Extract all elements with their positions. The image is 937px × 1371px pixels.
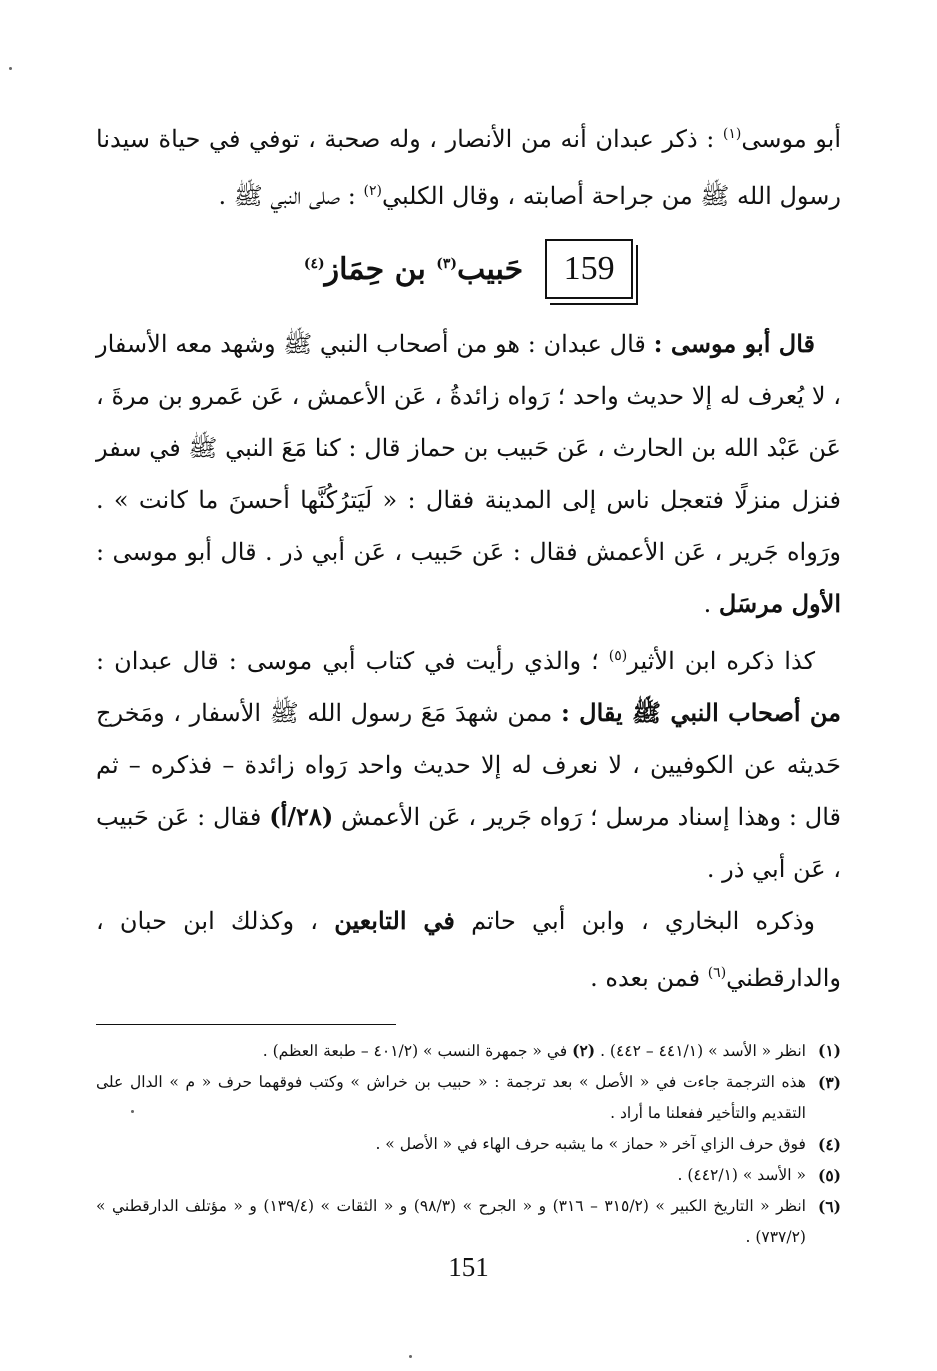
footnote-text: انظر « التاريخ الكبير » (٣١٥/٢ – ٣١٦) و « الجرح » (٩٨/٣) و « الثقات » (١٣٩/٤) و « مؤتلف الدارقطني » (٧٣٧/٢) .: [96, 1197, 806, 1246]
footnote-ref-3: (٣): [436, 255, 458, 272]
entry-name-b: بن حِمَاز: [324, 251, 437, 287]
scan-speck: [131, 1110, 134, 1113]
intro-paragraph: [96, 108, 841, 222]
paragraph-2-b: ؛ والذي رأيت في كتاب أبي موسى : قال عبدان :: [96, 647, 609, 675]
entry-name-a: حَبيب: [457, 251, 524, 287]
paragraph-1-conclusion: الأول مرسَل: [718, 589, 841, 618]
footnote-number: (٤): [817, 1135, 841, 1154]
footnote-1-text: انظر « الأسد » (٤٤١/١ – ٤٤٢) .: [600, 1042, 806, 1060]
footnote-divider: [96, 1024, 396, 1025]
footnote-text: « الأسد » (٤٤٢/١) .: [677, 1166, 806, 1184]
paragraph-2-a: كذا ذكره ابن الأثير: [627, 647, 815, 675]
footnote-2-text: في « جمهرة النسب » (٤٠١/٢ – طبعة العظم) .: [262, 1042, 568, 1060]
footnote-number: (١): [817, 1041, 841, 1060]
page-body: [96, 108, 841, 1253]
paragraph-1-lead: قال أبو موسى :: [653, 329, 815, 358]
page-number: 151: [448, 1252, 489, 1282]
entry-header: [96, 232, 841, 306]
paragraph-3: [96, 895, 841, 1004]
footnote-3: [96, 1067, 841, 1129]
intro-text-c: : صلى النبي ﷺ .: [218, 182, 364, 210]
footnote-ref-1: (١): [722, 126, 742, 142]
footnote-number: (٣): [817, 1073, 841, 1092]
entry-number: 159: [563, 250, 615, 287]
paragraph-2-bold: من أصحاب النبي ﷺ يقال :: [560, 698, 841, 727]
footnote-ref-6: (٦): [707, 965, 727, 981]
manuscript-folio-ref: (٢٨/أ): [269, 802, 334, 831]
paragraph-3-bold: في التابعين: [334, 906, 455, 935]
footnote-text: [96, 1035, 806, 1067]
paragraph-2-d: فقال : عَن حَبيب ، عَن أبي ذر .: [96, 803, 841, 883]
footnote-number: (٥): [817, 1166, 841, 1185]
paragraph-3-c: فمن بعده .: [590, 964, 708, 992]
scan-speck: [409, 1355, 412, 1358]
intro-text-a: أبو موسى: [741, 125, 842, 153]
paragraph-3-b: ، وكذلك ابن حبان ، والدارقطني: [96, 907, 841, 992]
footnote-text: هذه الترجمة جاءت في « الأصل » بعد ترجمة : « حبيب بن خراش » وكتب فوقهما حرف « م » الدال على التقديم والتأخير ففعلنا ما أراد .: [96, 1073, 806, 1122]
entry-number-box: [545, 239, 633, 299]
paragraph-2: [96, 630, 841, 895]
paragraph-2-c: ممن شهدَ مَعَ رسول الله ﷺ الأسفار ، ومَخرج حَديثه عن الكوفيين ، لا نعرف له إلا حديث واحد رَواه زائدة – فذكره – ثم قال : وهذا إسناد مرسل ؛ رَواه جَرير ، عَن الأعمش: [96, 699, 841, 831]
footnote-text: فوق حرف الزاي آخر « حماز » ما يشبه حرف الهاء في « الأصل » .: [375, 1135, 806, 1153]
footnote-1-2: [96, 1035, 841, 1067]
paragraph-1: [96, 318, 841, 630]
footnote-4: [96, 1129, 841, 1160]
paragraph-3-a: وذكره البخاري ، وابن أبي حاتم: [454, 907, 816, 935]
intro-text-b: : ذكر عبدان أنه من الأنصار ، وله صحبة ، توفي في حياة سيدنا رسول الله ﷺ من جراحة أصابته ، وقال الكلبي: [96, 125, 841, 210]
footnote-5: [96, 1160, 841, 1191]
footnote-ref-4: (٤): [303, 255, 325, 272]
paragraph-1-text: قال عبدان : هو من أصحاب النبي ﷺ وشهد معه الأسفار ، لا يُعرف له إلا حديث واحد ؛ رَواه زائدةُ ، عَن الأعمش ، عَن عَمرو بن مرةَ ، عَن عَبْد الله بن الحارث ، عَن حَبيب بن حماز قال : كنا مَعَ النبي ﷺ في سفر فنزل منزلًا فتعجل ناس إلى المدينة فقال : « لَيَترُكُنَّها أحسنَ ما كانت » . ورَواه جَرير ، عَن الأعمش فقال : عَن حَبيب ، عَن أبي ذر . قال أبو موسى :: [96, 330, 841, 566]
paragraph-1-end: .: [703, 590, 719, 618]
scan-speck: [9, 67, 12, 70]
footnote-6: [96, 1191, 841, 1253]
entry-title: [304, 252, 523, 287]
footnote-2-number: (٢): [572, 1041, 596, 1060]
footnote-number: (٦): [817, 1197, 841, 1216]
footnote-ref-5: (٥): [608, 648, 628, 664]
footnote-ref-2: (٢): [363, 183, 382, 199]
footnotes: [96, 1035, 841, 1253]
